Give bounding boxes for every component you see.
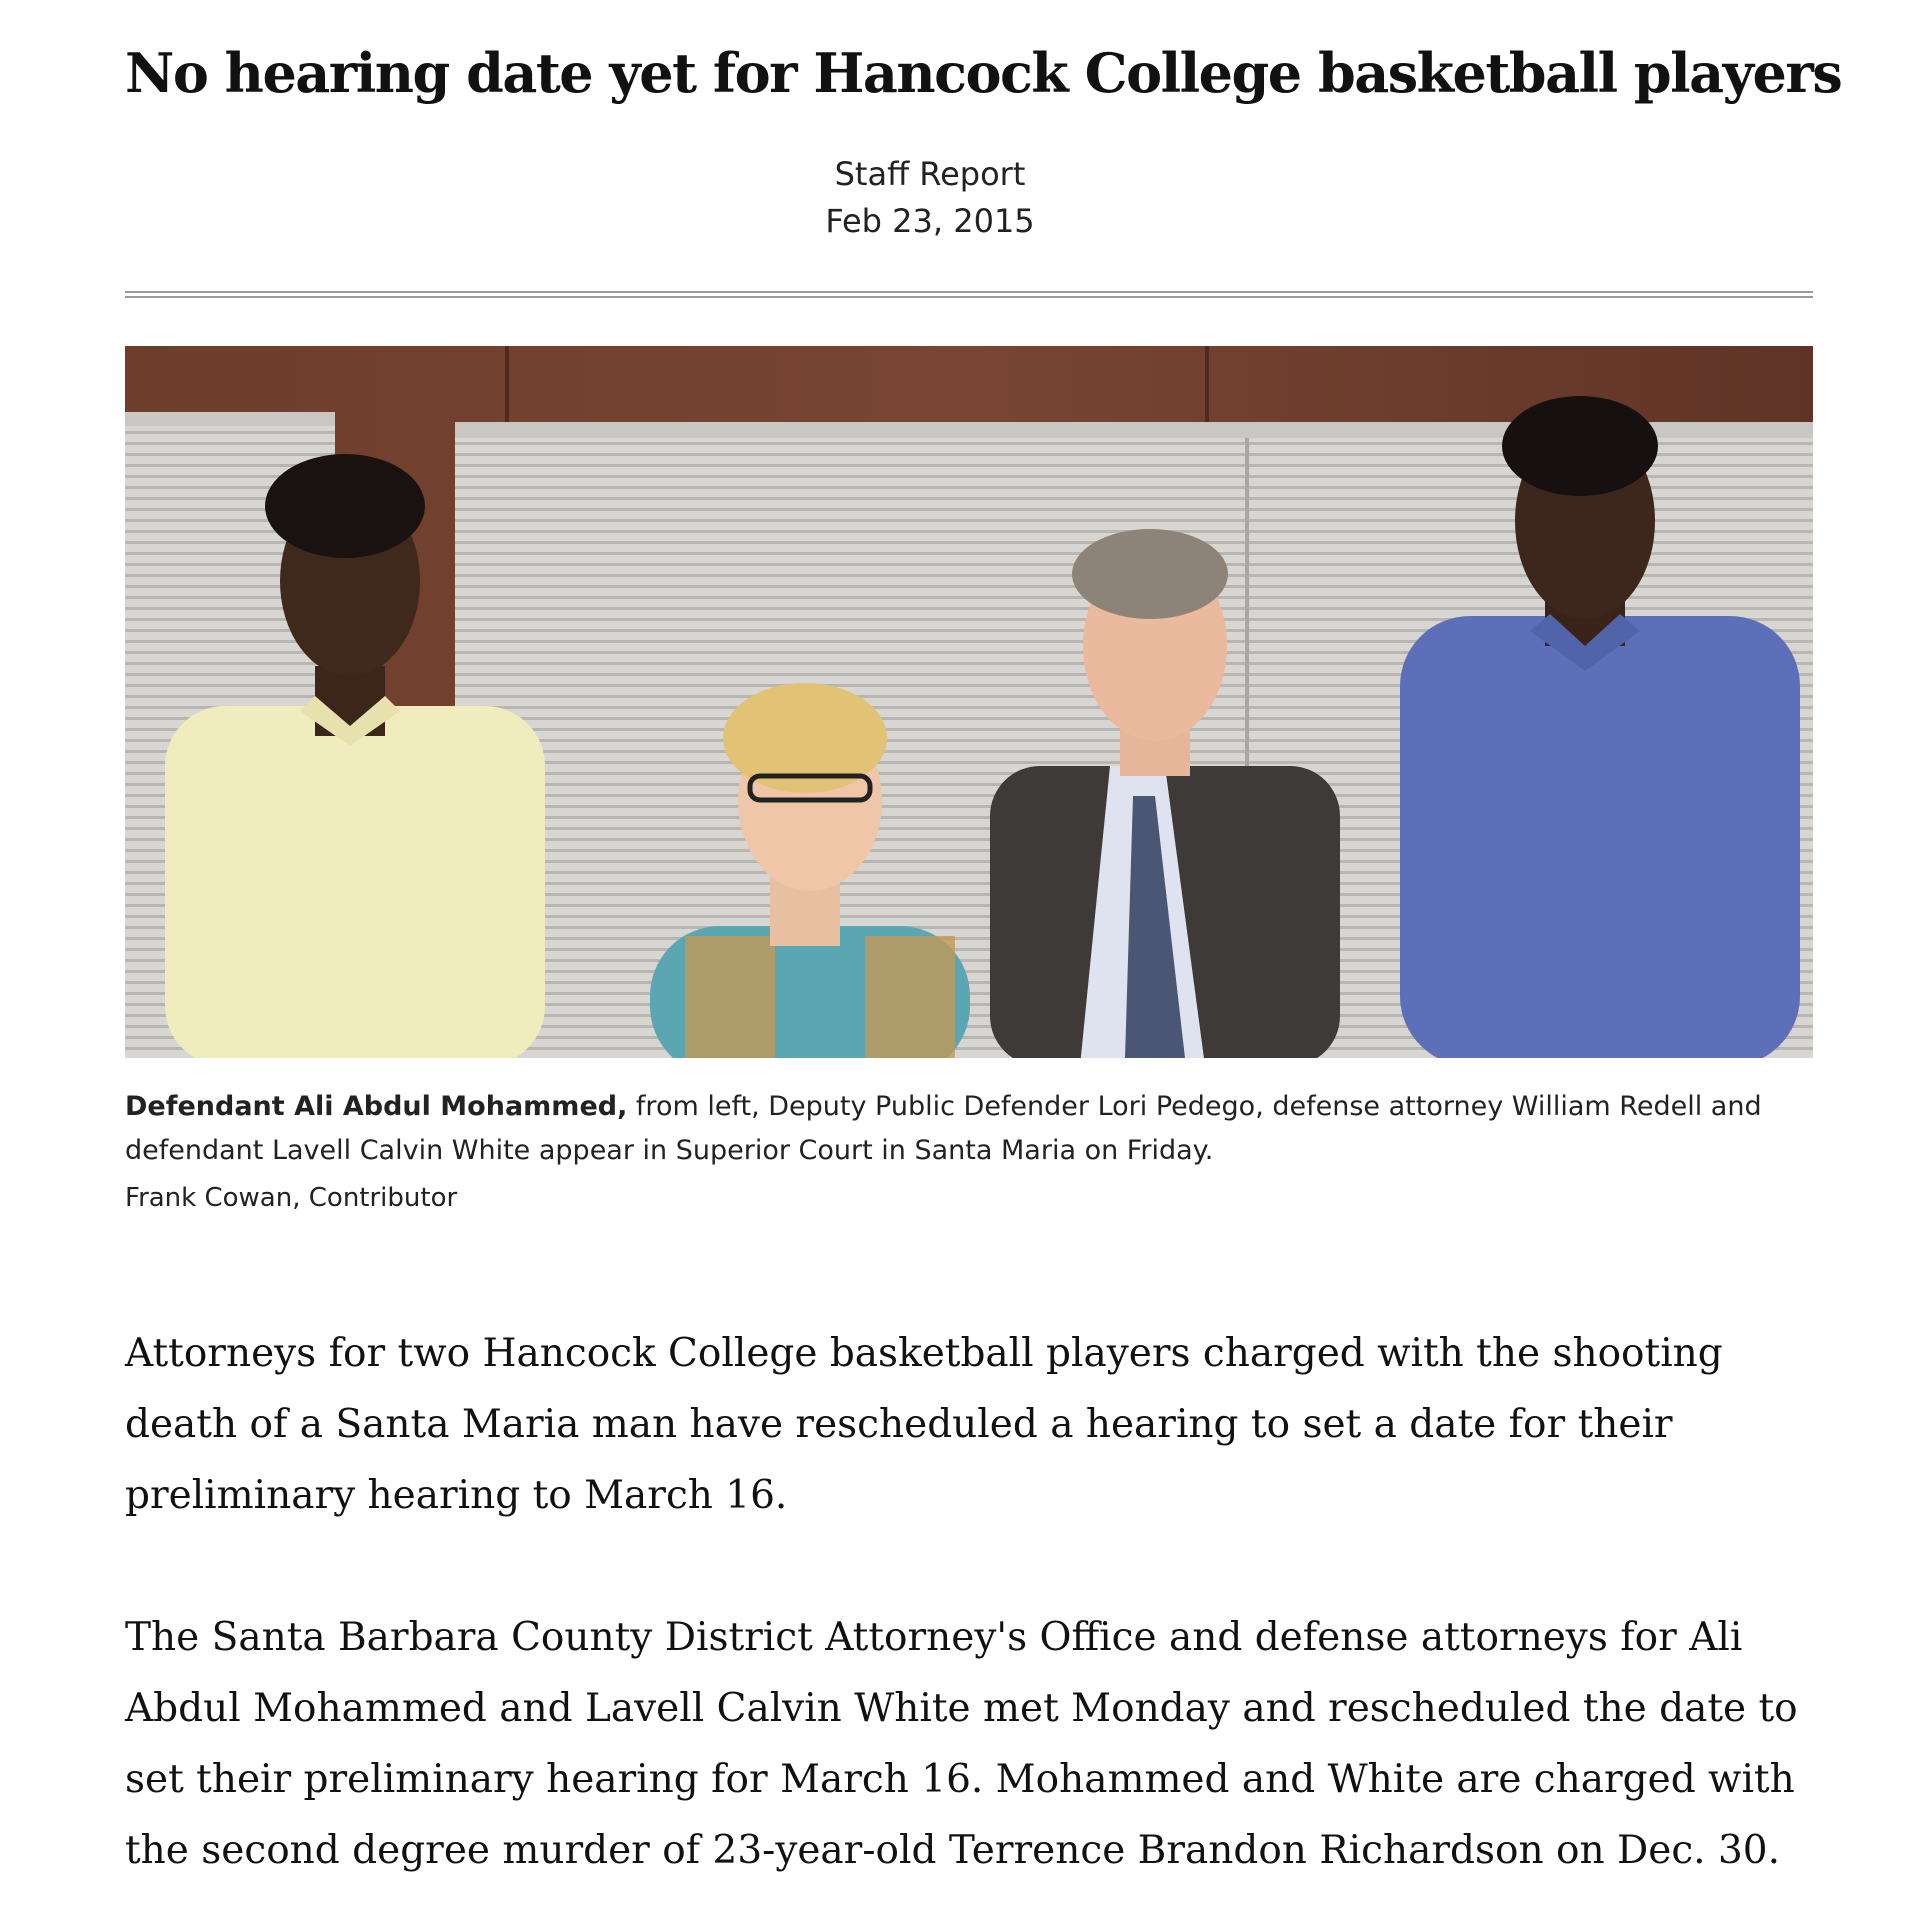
article-photo — [125, 346, 1813, 1058]
defendant-blue-shirt — [1400, 616, 1800, 1058]
caption-text: from left, Deputy Public Defender Lori Pedego, defense attorney William Redell and defendant Lavell Calvin White appear in Superior Court in Santa Maria on Friday. — [125, 1091, 1762, 1166]
article-headline: No hearing date yet for Hancock College basketball players — [125, 41, 1842, 105]
article-date: Feb 23, 2015 — [825, 202, 1035, 240]
caption-subject: Defendant Ali Abdul Mohammed, — [125, 1091, 628, 1122]
photo-caption — [125, 1085, 1815, 1173]
body-paragraph-2: The Santa Barbara County District Attorney's Office and defense attorneys for Ali Abdul Mohammed and Lavell Calvin White met Monday and rescheduled the date to set their preliminary hearing for March 16. Mohammed and White are charged with the second degree murder of 23-year-old Terrence Brandon Richardson on Dec. 30. — [125, 1615, 1798, 1873]
article-byline: Staff Report — [834, 155, 1026, 193]
body-paragraph-1: Attorneys for two Hancock College basketball players charged with the shooting death of a Santa Maria man have rescheduled a hearing to set a date for their preliminary hearing to March 16. — [125, 1331, 1723, 1518]
header-divider — [125, 291, 1813, 298]
photo-credit: Frank Cowan, Contributor — [125, 1183, 458, 1213]
courtroom-photo-illustration — [125, 346, 1813, 1058]
defendant-yellow-shirt — [165, 706, 545, 1058]
